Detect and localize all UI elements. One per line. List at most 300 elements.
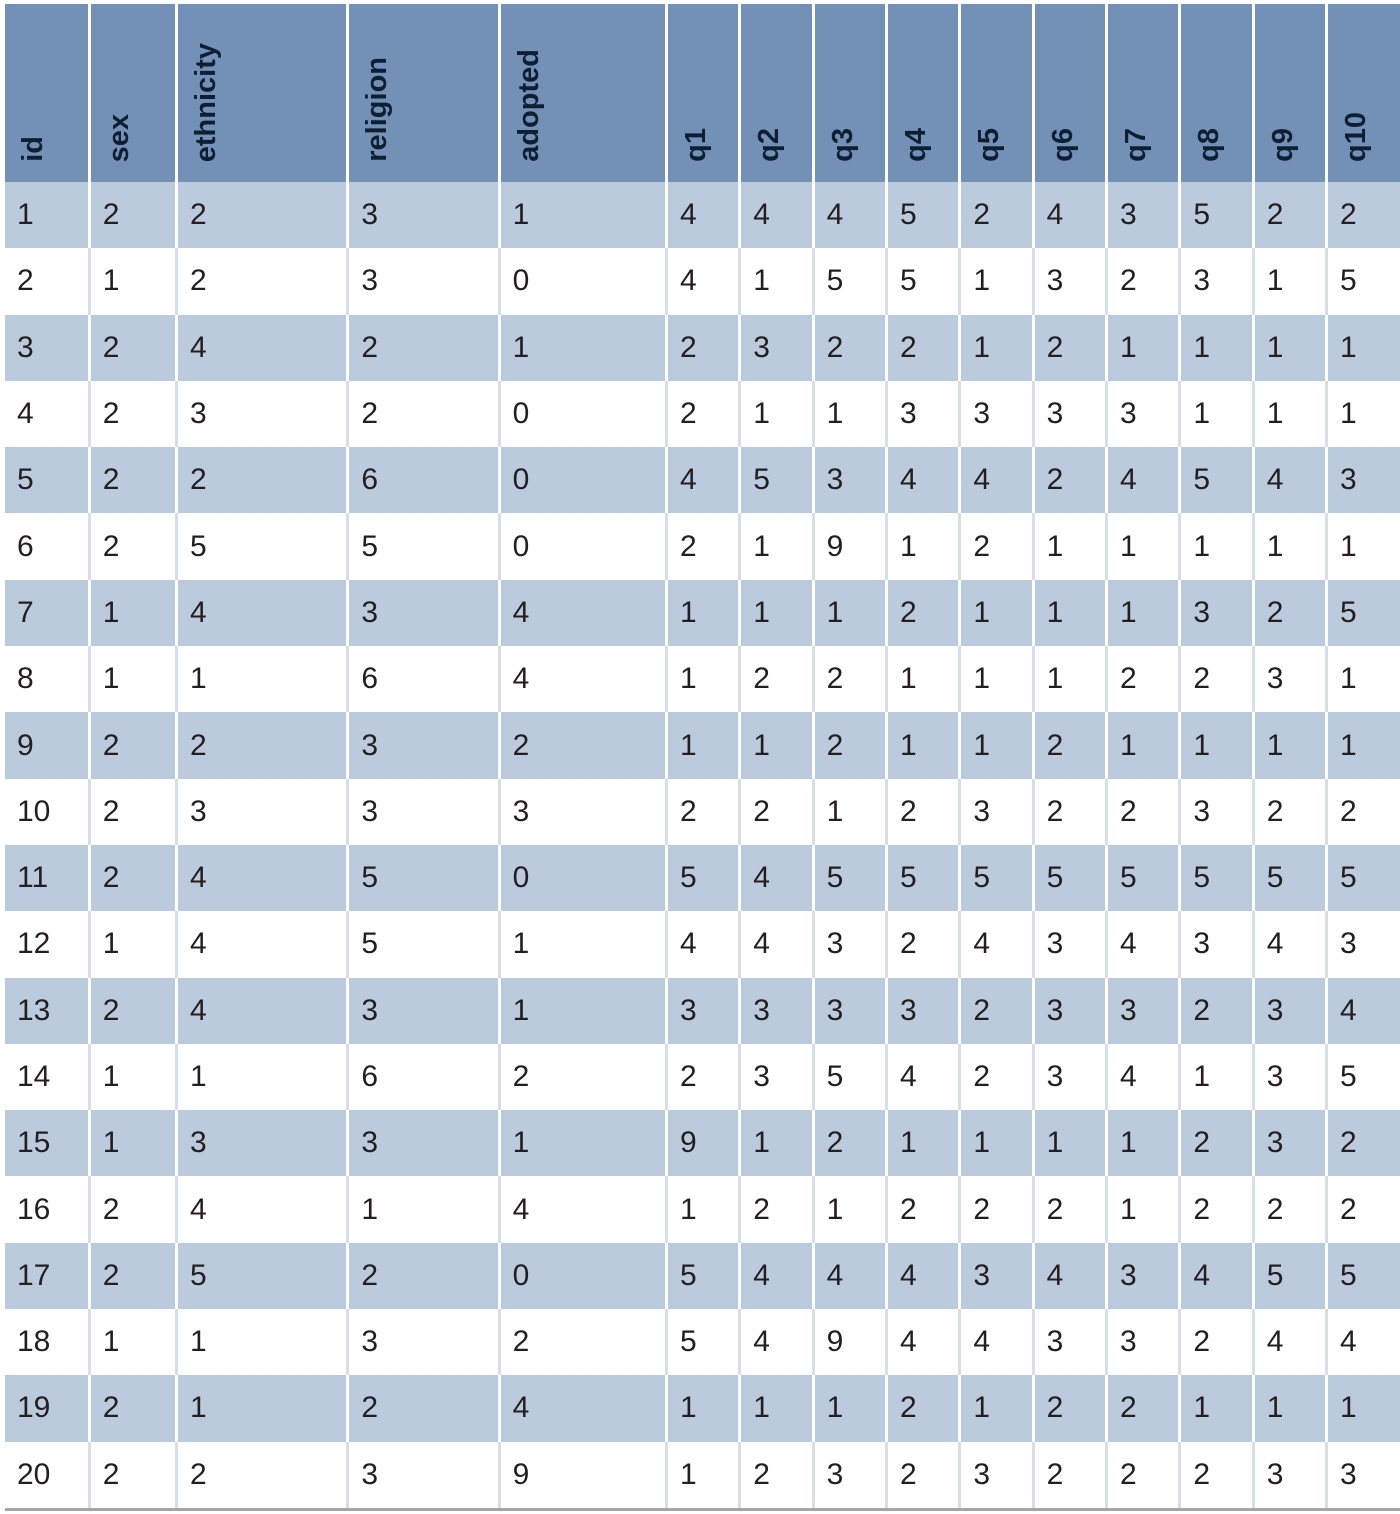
table-cell: 2: [1107, 1442, 1180, 1508]
table-cell: 2: [348, 315, 499, 381]
table-cell: 4: [499, 1176, 666, 1242]
table-cell: 1: [1107, 1176, 1180, 1242]
table-cell: 5: [813, 845, 886, 911]
table-cell: 4: [1253, 447, 1326, 513]
column-header-label: q10: [1340, 112, 1373, 162]
table-cell: 2: [499, 712, 666, 778]
table-cell: 4: [5, 381, 89, 447]
header-row: [5, 4, 1400, 182]
table-cell: 0: [499, 381, 666, 447]
table-cell: 9: [5, 712, 89, 778]
table-cell: 1: [886, 712, 959, 778]
table-cell: 3: [348, 978, 499, 1044]
table-cell: 5: [1327, 1044, 1400, 1110]
table-cell: 1: [176, 1375, 347, 1441]
table-cell: 5: [1327, 845, 1400, 911]
table-cell: 3: [1033, 1309, 1106, 1375]
table-cell: 1: [740, 513, 813, 579]
column-header: [740, 4, 813, 182]
table-cell: 5: [813, 248, 886, 314]
table-row: [5, 911, 1400, 977]
table-cell: 1: [1327, 646, 1400, 712]
table-cell: 9: [813, 1309, 886, 1375]
table-cell: 3: [348, 1110, 499, 1176]
column-header-label: q1: [679, 128, 712, 162]
table-cell: 1: [960, 712, 1033, 778]
table-cell: 4: [666, 447, 739, 513]
table-cell: 4: [740, 911, 813, 977]
table-cell: 2: [666, 315, 739, 381]
table-cell: 20: [5, 1442, 89, 1508]
table-cell: 2: [813, 646, 886, 712]
table-cell: 0: [499, 248, 666, 314]
table-cell: 0: [499, 513, 666, 579]
table-cell: 2: [813, 315, 886, 381]
table-cell: 2: [886, 1176, 959, 1242]
table-cell: 3: [1253, 1110, 1326, 1176]
table-cell: 1: [960, 580, 1033, 646]
table-cell: 14: [5, 1044, 89, 1110]
table-cell: 2: [740, 646, 813, 712]
table-cell: 4: [499, 646, 666, 712]
table-cell: 3: [1033, 911, 1106, 977]
table-cell: 5: [886, 182, 959, 248]
table-cell: 4: [1033, 182, 1106, 248]
table-cell: 3: [176, 1110, 347, 1176]
table-cell: 2: [499, 1044, 666, 1110]
table-cell: 2: [960, 182, 1033, 248]
table-cell: 1: [176, 1309, 347, 1375]
column-header: [176, 4, 347, 182]
table-cell: 1: [1253, 315, 1326, 381]
table-cell: 2: [89, 1442, 176, 1508]
table-cell: 6: [5, 513, 89, 579]
column-header: [1033, 4, 1106, 182]
table-cell: 3: [740, 315, 813, 381]
column-header: [1180, 4, 1253, 182]
table-cell: 1: [89, 248, 176, 314]
table-cell: 5: [5, 447, 89, 513]
table-cell: 2: [1180, 1309, 1253, 1375]
table-cell: 3: [1033, 248, 1106, 314]
table-cell: 3: [176, 381, 347, 447]
table-cell: 3: [886, 978, 959, 1044]
table-cell: 9: [666, 1110, 739, 1176]
table-cell: 2: [1180, 1176, 1253, 1242]
table-cell: 4: [176, 978, 347, 1044]
table-cell: 4: [886, 1309, 959, 1375]
table-row: [5, 779, 1400, 845]
table-cell: 1: [813, 580, 886, 646]
table-cell: 5: [1253, 1243, 1326, 1309]
table-cell: 1: [1033, 1110, 1106, 1176]
table-cell: 1: [886, 1110, 959, 1176]
table-cell: 3: [1033, 381, 1106, 447]
table-cell: 1: [666, 1176, 739, 1242]
table-cell: 1: [886, 646, 959, 712]
table-cell: 2: [176, 182, 347, 248]
table-cell: 2: [886, 315, 959, 381]
table-cell: 1: [740, 1375, 813, 1441]
table-cell: 3: [1327, 447, 1400, 513]
column-header-label: q6: [1046, 128, 1079, 162]
table-cell: 2: [1180, 978, 1253, 1044]
table-cell: 2: [740, 1442, 813, 1508]
table-row: [5, 1176, 1400, 1242]
table-cell: 2: [499, 1309, 666, 1375]
table-row: [5, 315, 1400, 381]
table-cell: 2: [1033, 779, 1106, 845]
table-cell: 4: [1107, 447, 1180, 513]
table-cell: 1: [89, 911, 176, 977]
table-cell: 2: [1327, 182, 1400, 248]
table-cell: 2: [89, 1243, 176, 1309]
column-header: [499, 4, 666, 182]
table-cell: 1: [740, 248, 813, 314]
table-cell: 2: [89, 1375, 176, 1441]
table-cell: 1: [499, 911, 666, 977]
table-cell: 1: [499, 315, 666, 381]
table-cell: 0: [499, 845, 666, 911]
table-cell: 2: [89, 1176, 176, 1242]
table-cell: 3: [1253, 646, 1326, 712]
table-cell: 3: [960, 1243, 1033, 1309]
table-cell: 1: [1107, 513, 1180, 579]
table-cell: 1: [813, 1375, 886, 1441]
table-row: [5, 248, 1400, 314]
table-cell: 3: [1033, 1044, 1106, 1110]
table-cell: 4: [886, 447, 959, 513]
table-cell: 1: [1033, 646, 1106, 712]
table-cell: 3: [499, 779, 666, 845]
table-cell: 6: [348, 646, 499, 712]
table-cell: 5: [886, 845, 959, 911]
table-cell: 2: [5, 248, 89, 314]
table-cell: 15: [5, 1110, 89, 1176]
table-cell: 1: [740, 712, 813, 778]
table-cell: 3: [1107, 978, 1180, 1044]
table-cell: 2: [666, 779, 739, 845]
table-cell: 3: [666, 978, 739, 1044]
column-header: [1253, 4, 1326, 182]
table-row: [5, 513, 1400, 579]
table-row: [5, 712, 1400, 778]
table-cell: 1: [1180, 712, 1253, 778]
table-cell: 4: [960, 1309, 1033, 1375]
table-cell: 3: [813, 447, 886, 513]
table-cell: 1: [960, 248, 1033, 314]
table-cell: 1: [1253, 513, 1326, 579]
table-cell: 2: [960, 1176, 1033, 1242]
table-cell: 1: [1253, 248, 1326, 314]
table-cell: 2: [886, 911, 959, 977]
table-cell: 2: [1180, 1442, 1253, 1508]
table-cell: 3: [740, 978, 813, 1044]
table-cell: 9: [499, 1442, 666, 1508]
table-cell: 4: [740, 1243, 813, 1309]
table-row: [5, 845, 1400, 911]
table-cell: 5: [1327, 580, 1400, 646]
table-cell: 2: [348, 1375, 499, 1441]
table-cell: 4: [813, 1243, 886, 1309]
table-cell: 2: [89, 712, 176, 778]
column-header-label: q8: [1193, 128, 1226, 162]
table-cell: 3: [813, 1442, 886, 1508]
column-header-label: sex: [102, 113, 135, 162]
table-cell: 5: [666, 1243, 739, 1309]
table-cell: 1: [89, 646, 176, 712]
table-cell: 4: [1253, 1309, 1326, 1375]
table-row: [5, 646, 1400, 712]
table-cell: 2: [1253, 580, 1326, 646]
table-cell: 1: [499, 182, 666, 248]
table-body: [5, 182, 1400, 1508]
table-cell: 3: [1180, 580, 1253, 646]
table-cell: 2: [960, 1044, 1033, 1110]
table-cell: 2: [1107, 1375, 1180, 1441]
column-header-label: q7: [1120, 128, 1153, 162]
table-cell: 3: [960, 779, 1033, 845]
table-cell: 3: [1033, 978, 1106, 1044]
table-cell: 2: [666, 1044, 739, 1110]
table-cell: 4: [176, 580, 347, 646]
table-cell: 1: [666, 646, 739, 712]
table-cell: 3: [1253, 1442, 1326, 1508]
table-cell: 1: [499, 1110, 666, 1176]
table-cell: 2: [89, 381, 176, 447]
data-table-container: [5, 4, 1400, 1511]
table-cell: 2: [348, 1243, 499, 1309]
table-cell: 2: [1253, 779, 1326, 845]
table-cell: 3: [176, 779, 347, 845]
table-cell: 4: [1033, 1243, 1106, 1309]
table-cell: 1: [1327, 712, 1400, 778]
table-row: [5, 1442, 1400, 1508]
table-cell: 3: [1107, 1309, 1180, 1375]
table-cell: 5: [348, 845, 499, 911]
table-cell: 1: [89, 1309, 176, 1375]
column-header-label: adopted: [512, 49, 545, 162]
table-row: [5, 1375, 1400, 1441]
table-cell: 2: [1327, 1110, 1400, 1176]
table-cell: 5: [1107, 845, 1180, 911]
table-cell: 2: [886, 779, 959, 845]
table-cell: 2: [960, 978, 1033, 1044]
table-cell: 0: [499, 1243, 666, 1309]
table-cell: 2: [89, 315, 176, 381]
table-cell: 4: [1327, 978, 1400, 1044]
table-cell: 4: [1327, 1309, 1400, 1375]
column-header: [89, 4, 176, 182]
column-header-label: q5: [973, 128, 1006, 162]
table-cell: 1: [813, 381, 886, 447]
column-header: [886, 4, 959, 182]
table-cell: 2: [1180, 646, 1253, 712]
table-cell: 1: [5, 182, 89, 248]
column-header-label: q2: [753, 128, 786, 162]
table-cell: 4: [176, 1176, 347, 1242]
table-cell: 5: [176, 1243, 347, 1309]
table-cell: 4: [1107, 911, 1180, 977]
table-cell: 1: [1180, 1375, 1253, 1441]
table-cell: 2: [666, 381, 739, 447]
table-cell: 2: [740, 1176, 813, 1242]
column-header-label: religion: [361, 57, 394, 162]
table-cell: 11: [5, 845, 89, 911]
table-cell: 2: [1107, 248, 1180, 314]
table-cell: 19: [5, 1375, 89, 1441]
table-cell: 2: [886, 1375, 959, 1441]
table-cell: 4: [1180, 1243, 1253, 1309]
table-cell: 1: [1327, 513, 1400, 579]
table-cell: 5: [960, 845, 1033, 911]
table-cell: 3: [813, 911, 886, 977]
table-cell: 4: [499, 1375, 666, 1441]
table-cell: 3: [1180, 248, 1253, 314]
table-row: [5, 1243, 1400, 1309]
table-cell: 3: [348, 1309, 499, 1375]
table-cell: 2: [1107, 779, 1180, 845]
column-header-label: q3: [826, 128, 859, 162]
table-cell: 5: [1180, 182, 1253, 248]
table-cell: 5: [176, 513, 347, 579]
table-cell: 1: [1107, 580, 1180, 646]
table-cell: 9: [813, 513, 886, 579]
table-cell: 3: [348, 712, 499, 778]
table-cell: 4: [176, 845, 347, 911]
table-cell: 1: [1327, 381, 1400, 447]
table-cell: 5: [886, 248, 959, 314]
table-cell: 4: [499, 580, 666, 646]
table-cell: 1: [1327, 1375, 1400, 1441]
table-cell: 2: [176, 712, 347, 778]
table-cell: 2: [1327, 1176, 1400, 1242]
table-cell: 1: [176, 1044, 347, 1110]
table-cell: 1: [813, 1176, 886, 1242]
table-cell: 0: [499, 447, 666, 513]
table-cell: 1: [740, 580, 813, 646]
table-cell: 17: [5, 1243, 89, 1309]
table-cell: 5: [1180, 447, 1253, 513]
table-cell: 2: [740, 779, 813, 845]
table-cell: 5: [348, 911, 499, 977]
table-cell: 1: [666, 580, 739, 646]
table-row: [5, 1309, 1400, 1375]
table-cell: 2: [1253, 182, 1326, 248]
column-header-label: id: [17, 136, 49, 162]
table-cell: 1: [1107, 315, 1180, 381]
table-cell: 3: [813, 978, 886, 1044]
table-cell: 3: [886, 381, 959, 447]
table-bottom-rule: [5, 1508, 1400, 1511]
table-cell: 3: [5, 315, 89, 381]
table-cell: 18: [5, 1309, 89, 1375]
table-cell: 1: [666, 1442, 739, 1508]
table-cell: 4: [740, 845, 813, 911]
table-cell: 6: [348, 1044, 499, 1110]
table-cell: 2: [89, 182, 176, 248]
table-cell: 4: [960, 447, 1033, 513]
table-cell: 2: [886, 580, 959, 646]
table-cell: 3: [1107, 182, 1180, 248]
table-cell: 4: [740, 1309, 813, 1375]
table-row: [5, 580, 1400, 646]
table-cell: 1: [1253, 381, 1326, 447]
table-cell: 1: [960, 315, 1033, 381]
table-cell: 1: [1033, 580, 1106, 646]
table-cell: 6: [348, 447, 499, 513]
table-cell: 1: [89, 1044, 176, 1110]
table-cell: 5: [813, 1044, 886, 1110]
table-cell: 1: [89, 1110, 176, 1176]
column-header: [348, 4, 499, 182]
table-cell: 3: [348, 779, 499, 845]
table-cell: 3: [1107, 381, 1180, 447]
column-header-label: ethnicity: [189, 42, 222, 162]
table-cell: 2: [1033, 1375, 1106, 1441]
table-cell: 1: [1180, 513, 1253, 579]
table-cell: 5: [348, 513, 499, 579]
table-cell: 1: [1253, 712, 1326, 778]
column-header: [666, 4, 739, 182]
table-cell: 1: [1327, 315, 1400, 381]
table-cell: 4: [176, 315, 347, 381]
table-cell: 2: [1033, 1442, 1106, 1508]
table-cell: 3: [348, 1442, 499, 1508]
table-cell: 4: [960, 911, 1033, 977]
table-cell: 2: [1033, 712, 1106, 778]
table-cell: 12: [5, 911, 89, 977]
table-cell: 1: [1180, 1044, 1253, 1110]
table-cell: 2: [176, 1442, 347, 1508]
table-cell: 2: [1253, 1176, 1326, 1242]
table-cell: 1: [348, 1176, 499, 1242]
table-cell: 4: [886, 1243, 959, 1309]
table-cell: 2: [348, 381, 499, 447]
table-cell: 2: [813, 1110, 886, 1176]
table-cell: 2: [89, 845, 176, 911]
table-cell: 13: [5, 978, 89, 1044]
table-cell: 3: [1327, 1442, 1400, 1508]
table-cell: 1: [1180, 315, 1253, 381]
table-cell: 3: [960, 381, 1033, 447]
table-row: [5, 978, 1400, 1044]
column-header-label: q9: [1266, 128, 1299, 162]
table-cell: 1: [1107, 712, 1180, 778]
table-cell: 2: [89, 447, 176, 513]
table-cell: 2: [1033, 315, 1106, 381]
table-cell: 3: [1253, 1044, 1326, 1110]
table-cell: 3: [1327, 911, 1400, 977]
table-cell: 1: [960, 1375, 1033, 1441]
table-cell: 4: [176, 911, 347, 977]
table-cell: 5: [1180, 845, 1253, 911]
table-cell: 4: [740, 182, 813, 248]
table-cell: 4: [666, 182, 739, 248]
table-cell: 1: [886, 513, 959, 579]
table-cell: 2: [89, 513, 176, 579]
table-cell: 16: [5, 1176, 89, 1242]
column-header: [1327, 4, 1400, 182]
table-cell: 3: [740, 1044, 813, 1110]
table-cell: 4: [1253, 911, 1326, 977]
table-cell: 1: [740, 381, 813, 447]
table-row: [5, 447, 1400, 513]
table-cell: 4: [886, 1044, 959, 1110]
column-header: [813, 4, 886, 182]
table-cell: 8: [5, 646, 89, 712]
table-cell: 4: [813, 182, 886, 248]
